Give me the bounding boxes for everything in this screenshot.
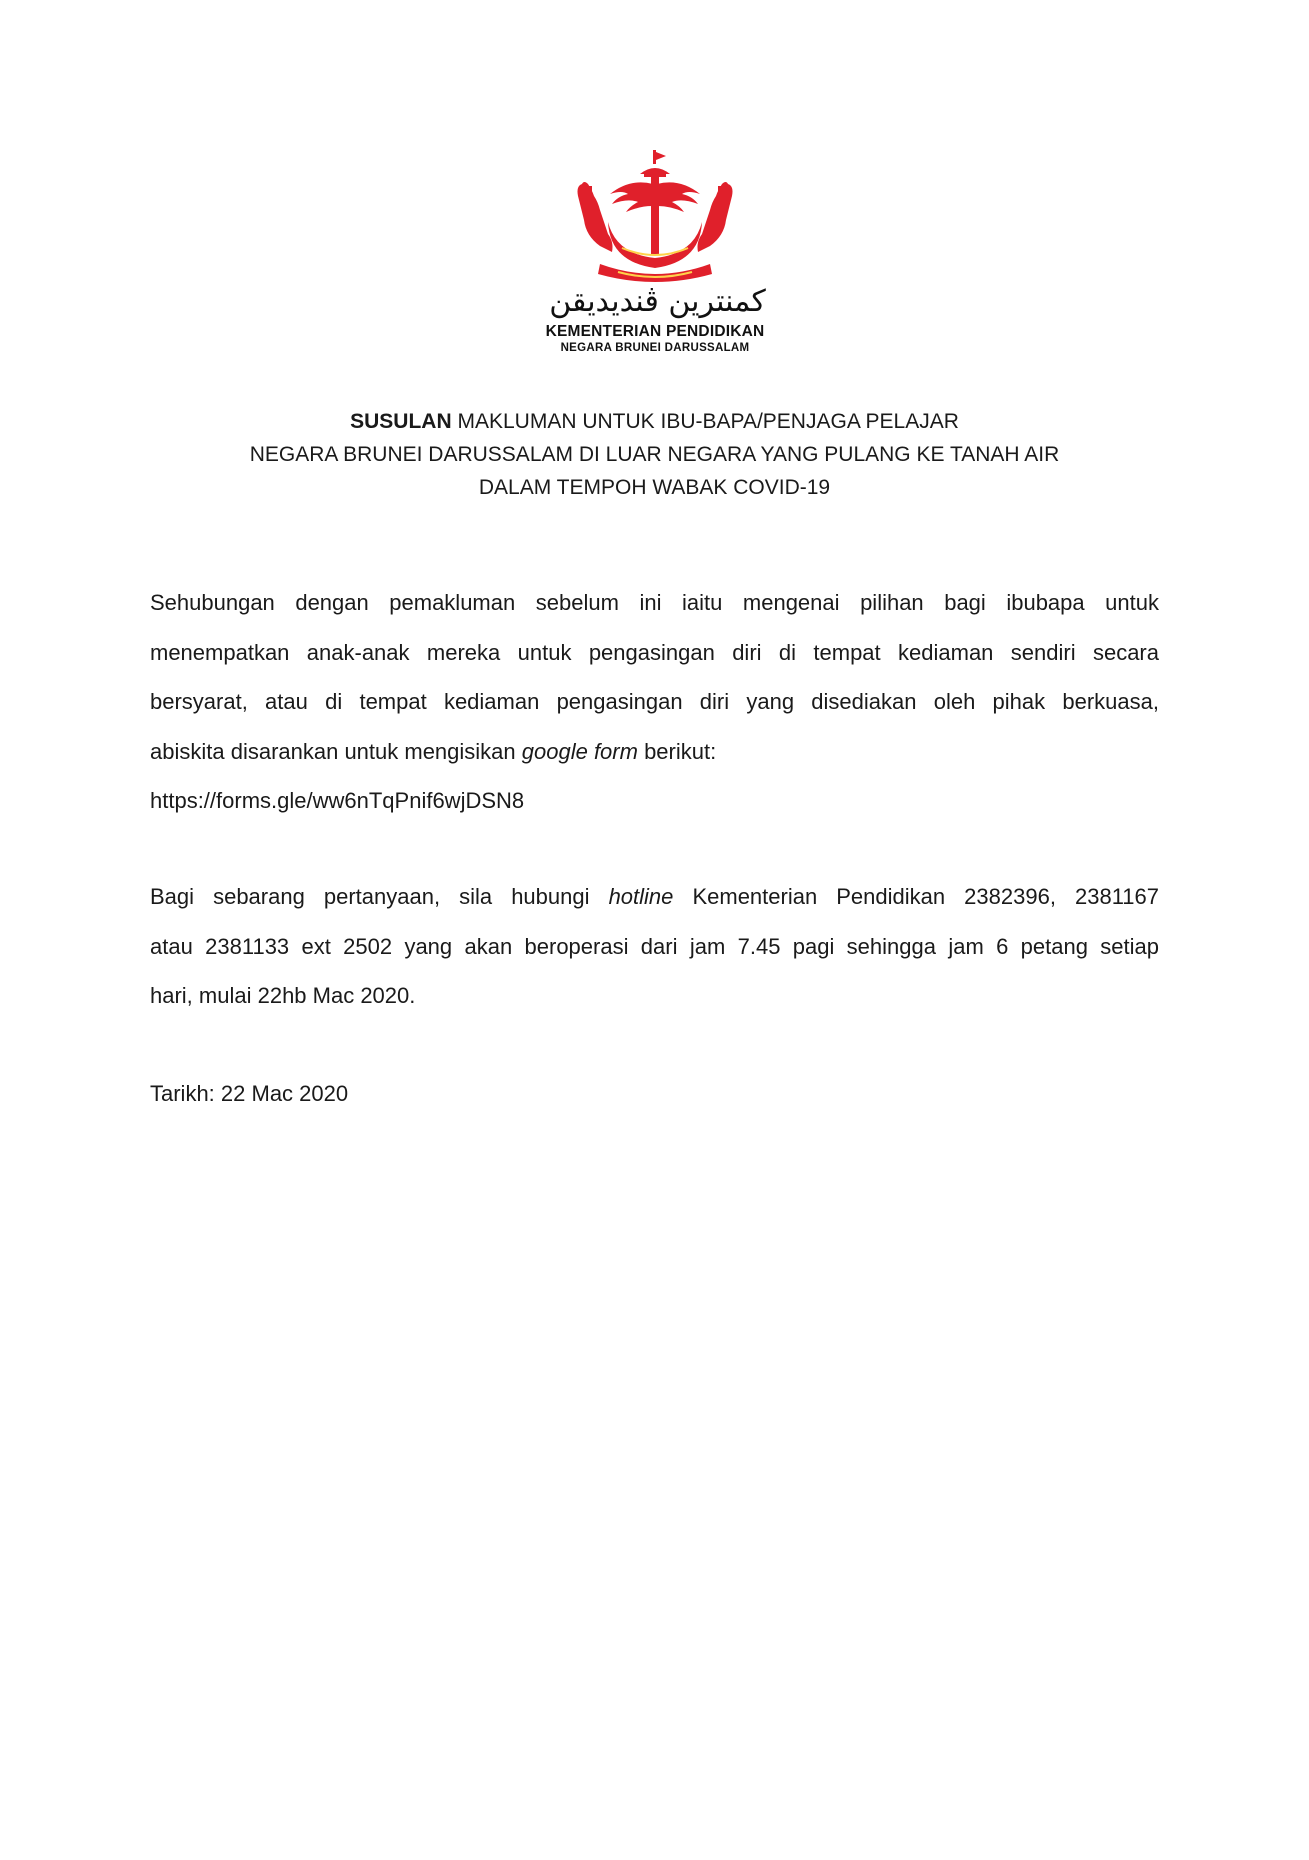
date-text: Tarikh: 22 Mac 2020 <box>150 1081 349 1106</box>
ministry-country: NEGARA BRUNEI DARUSSALAM <box>560 342 750 354</box>
title-bold-word: SUSULAN <box>350 410 452 433</box>
paragraph-hotline <box>150 872 1159 1021</box>
paragraph-1-line-4-pre: abiskita disarankan untuk mengisikan <box>150 738 522 764</box>
paragraph-1-line-4-post: berikut: <box>637 738 717 764</box>
title-line-3: DALAM TEMPOH WABAK COVID-19 <box>478 476 831 499</box>
title-line-1 <box>150 405 1159 438</box>
paragraph-1-line-1: Sehubungan dengan pemakluman sebelum ini iaitu mengenai pilihan bagi ibubapa untuk <box>150 590 1159 615</box>
brunei-state-crest-icon <box>570 150 740 285</box>
document-title <box>150 405 1159 504</box>
paragraph-2-line-3: hari, mulai 22hb Mac 2020. <box>150 983 416 1008</box>
title-line-1-rest: MAKLUMAN UNTUK IBU-BAPA/PENJAGA PELAJAR <box>451 410 959 433</box>
paragraph-2-line-2: atau 2381133 ext 2502 yang akan beroperasi dari jam 7.45 pagi sehingga jam 6 petang setiap <box>150 933 1159 959</box>
paragraph-1-line-3: bersyarat, atau di tempat kediaman pengasingan diri yang disediakan oleh pihak berkuasa, <box>150 689 1159 714</box>
paragraph-2-line-1 <box>150 872 1159 922</box>
paragraph-2-line-1-post: Kementerian Pendidikan 2382396, 2381167 <box>673 884 1160 909</box>
title-line-2: NEGARA BRUNEI DARUSSALAM DI LUAR NEGARA YANG PULANG KE TANAH AIR <box>249 443 1060 466</box>
paragraph-1-line-2: menempatkan anak-anak mereka untuk pengasingan diri di tempat kediaman sendiri secara <box>150 639 1159 665</box>
ministry-name: KEMENTERIAN PENDIDIKAN <box>545 323 765 340</box>
paragraph-2-line-1-pre: Bagi sebarang pertanyaan, sila hubungi <box>150 884 609 909</box>
jawi-ministry-name: كمنترين ڤنديديقن <box>549 284 766 319</box>
document-date <box>150 1069 1159 1119</box>
hotline-emphasis: hotline <box>608 884 674 909</box>
google-form-link[interactable]: https://forms.gle/ww6nTqPnif6wjDSN8 <box>150 788 525 813</box>
letterhead <box>520 150 790 360</box>
paragraph-1-line-4 <box>150 727 1159 777</box>
google-form-emphasis: google form <box>521 738 638 764</box>
paragraph-form-notice <box>150 578 1159 826</box>
